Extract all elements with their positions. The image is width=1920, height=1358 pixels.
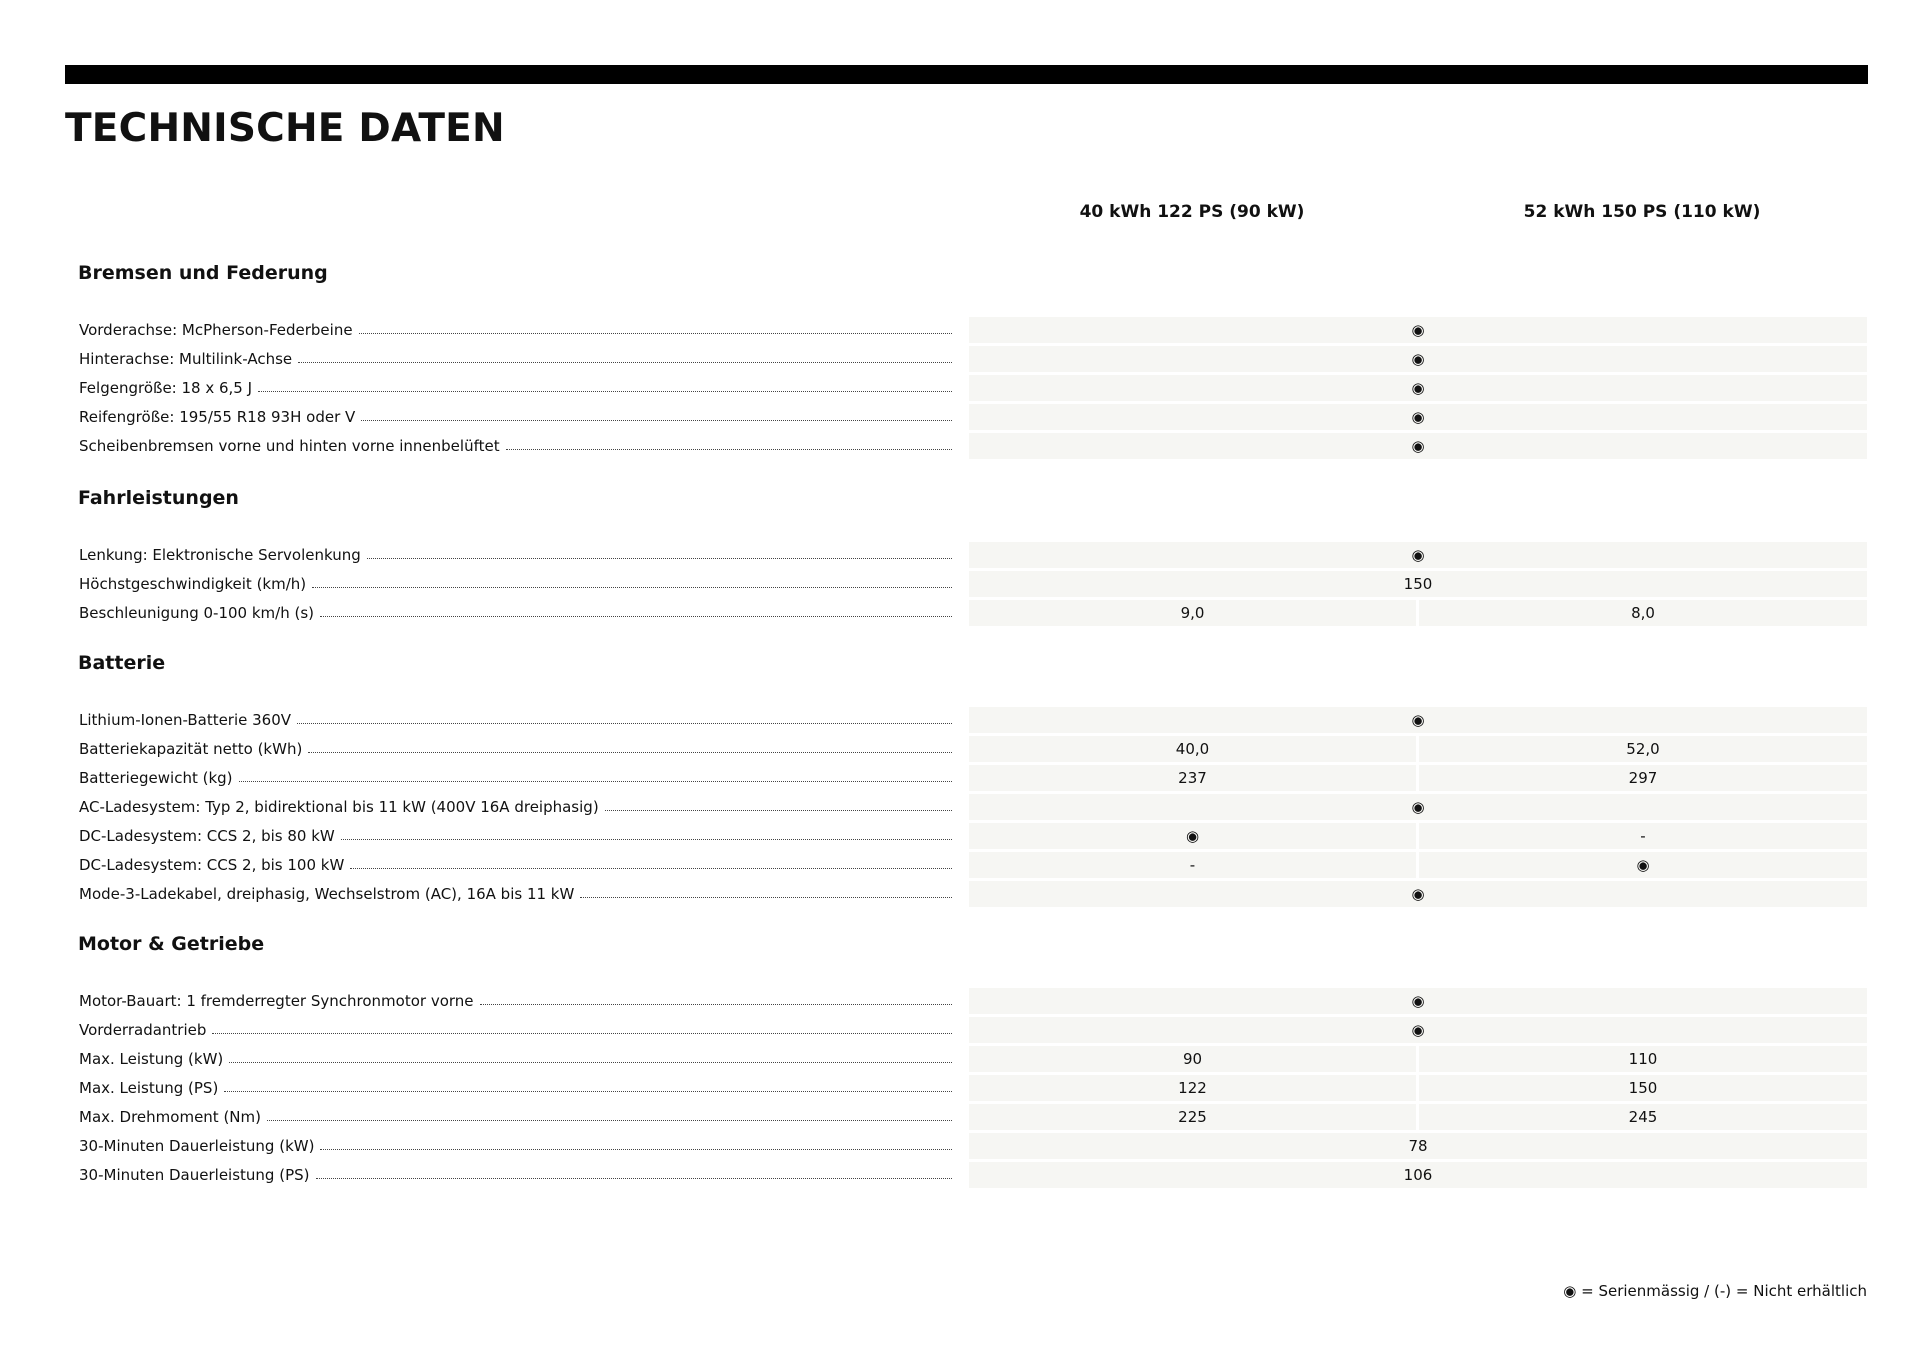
spec-value-40kwh: -	[969, 852, 1416, 878]
spec-value-52kwh: 110	[1419, 1046, 1867, 1072]
spec-label: Max. Drehmoment (Nm)	[79, 1104, 952, 1130]
spec-label: Max. Leistung (kW)	[79, 1046, 952, 1072]
spec-label: 30-Minuten Dauerleistung (PS)	[79, 1162, 952, 1188]
spec-label: Lithium-Ionen-Batterie 360V	[79, 707, 952, 733]
spec-value-shared: ◉	[969, 881, 1867, 907]
section-title: Fahrleistungen	[78, 487, 239, 509]
spec-row	[0, 542, 1920, 568]
spec-label: Mode-3-Ladekabel, dreiphasig, Wechselstrom (AC), 16A bis 11 kW	[79, 881, 952, 907]
spec-label: Lenkung: Elektronische Servolenkung	[79, 542, 952, 568]
top-bar	[65, 65, 1868, 84]
spec-value-shared: 106	[969, 1162, 1867, 1188]
spec-label: 30-Minuten Dauerleistung (kW)	[79, 1133, 952, 1159]
spec-row	[0, 404, 1920, 430]
spec-value-shared: ◉	[969, 346, 1867, 372]
column-header-40kwh: 40 kWh 122 PS (90 kW)	[1079, 202, 1305, 222]
spec-label: Felgengröße: 18 x 6,5 J	[79, 375, 952, 401]
page-title: TECHNISCHE DATEN	[65, 106, 505, 151]
spec-value-52kwh: ◉	[1419, 852, 1867, 878]
section-title: Motor & Getriebe	[78, 933, 265, 955]
spec-label: Höchstgeschwindigkeit (km/h)	[79, 571, 952, 597]
spec-value-52kwh: -	[1419, 823, 1867, 849]
spec-label: Hinterachse: Multilink-Achse	[79, 346, 952, 372]
spec-row	[0, 1133, 1920, 1159]
spec-value-40kwh: 40,0	[969, 736, 1416, 762]
spec-row	[0, 707, 1920, 733]
spec-label: Vorderradantrieb	[79, 1017, 952, 1043]
spec-value-40kwh: 9,0	[969, 600, 1416, 626]
spec-value-52kwh: 8,0	[1419, 600, 1867, 626]
spec-label: Batteriekapazität netto (kWh)	[79, 736, 952, 762]
spec-value-52kwh: 297	[1419, 765, 1867, 791]
spec-label: AC-Ladesystem: Typ 2, bidirektional bis 11 kW (400V 16A dreiphasig)	[79, 794, 952, 820]
spec-label: DC-Ladesystem: CCS 2, bis 100 kW	[79, 852, 952, 878]
spec-value-52kwh: 150	[1419, 1075, 1867, 1101]
spec-row	[0, 823, 1920, 849]
spec-row	[0, 881, 1920, 907]
spec-row	[0, 571, 1920, 597]
spec-row	[0, 1162, 1920, 1188]
spec-row	[0, 317, 1920, 343]
spec-value-40kwh: ◉	[969, 823, 1416, 849]
spec-value-shared: ◉	[969, 317, 1867, 343]
spec-value-shared: 150	[969, 571, 1867, 597]
spec-label: Motor-Bauart: 1 fremderregter Synchronmotor vorne	[79, 988, 952, 1014]
column-header-52kwh: 52 kWh 150 PS (110 kW)	[1523, 202, 1761, 222]
spec-value-shared: ◉	[969, 375, 1867, 401]
spec-row	[0, 600, 1920, 626]
spec-row	[0, 346, 1920, 372]
spec-value-40kwh: 90	[969, 1046, 1416, 1072]
spec-value-shared: ◉	[969, 794, 1867, 820]
spec-row	[0, 736, 1920, 762]
spec-value-shared: ◉	[969, 988, 1867, 1014]
spec-label: Beschleunigung 0-100 km/h (s)	[79, 600, 952, 626]
spec-value-shared: 78	[969, 1133, 1867, 1159]
spec-value-shared: ◉	[969, 404, 1867, 430]
spec-value-40kwh: 122	[969, 1075, 1416, 1101]
spec-label: Scheibenbremsen vorne und hinten vorne innenbelüftet	[79, 433, 952, 459]
spec-label: Reifengröße: 195/55 R18 93H oder V	[79, 404, 952, 430]
spec-row	[0, 988, 1920, 1014]
spec-row	[0, 1104, 1920, 1130]
spec-label: DC-Ladesystem: CCS 2, bis 80 kW	[79, 823, 952, 849]
spec-row	[0, 794, 1920, 820]
spec-value-40kwh: 237	[969, 765, 1416, 791]
spec-value-shared: ◉	[969, 542, 1867, 568]
section-title: Batterie	[78, 652, 166, 674]
section-title: Bremsen und Federung	[78, 262, 328, 284]
spec-value-52kwh: 52,0	[1419, 736, 1867, 762]
spec-label: Max. Leistung (PS)	[79, 1075, 952, 1101]
spec-row	[0, 1075, 1920, 1101]
spec-value-shared: ◉	[969, 433, 1867, 459]
spec-row	[0, 433, 1920, 459]
spec-value-52kwh: 245	[1419, 1104, 1867, 1130]
spec-value-shared: ◉	[969, 1017, 1867, 1043]
spec-value-40kwh: 225	[969, 1104, 1416, 1130]
spec-row	[0, 375, 1920, 401]
spec-row	[0, 1017, 1920, 1043]
spec-row	[0, 852, 1920, 878]
spec-value-shared: ◉	[969, 707, 1867, 733]
legend-footnote: ◉ = Serienmässig / (-) = Nicht erhältlich	[1563, 1282, 1867, 1300]
spec-row	[0, 1046, 1920, 1072]
spec-row	[0, 765, 1920, 791]
spec-label: Batteriegewicht (kg)	[79, 765, 952, 791]
spec-label: Vorderachse: McPherson-Federbeine	[79, 317, 952, 343]
